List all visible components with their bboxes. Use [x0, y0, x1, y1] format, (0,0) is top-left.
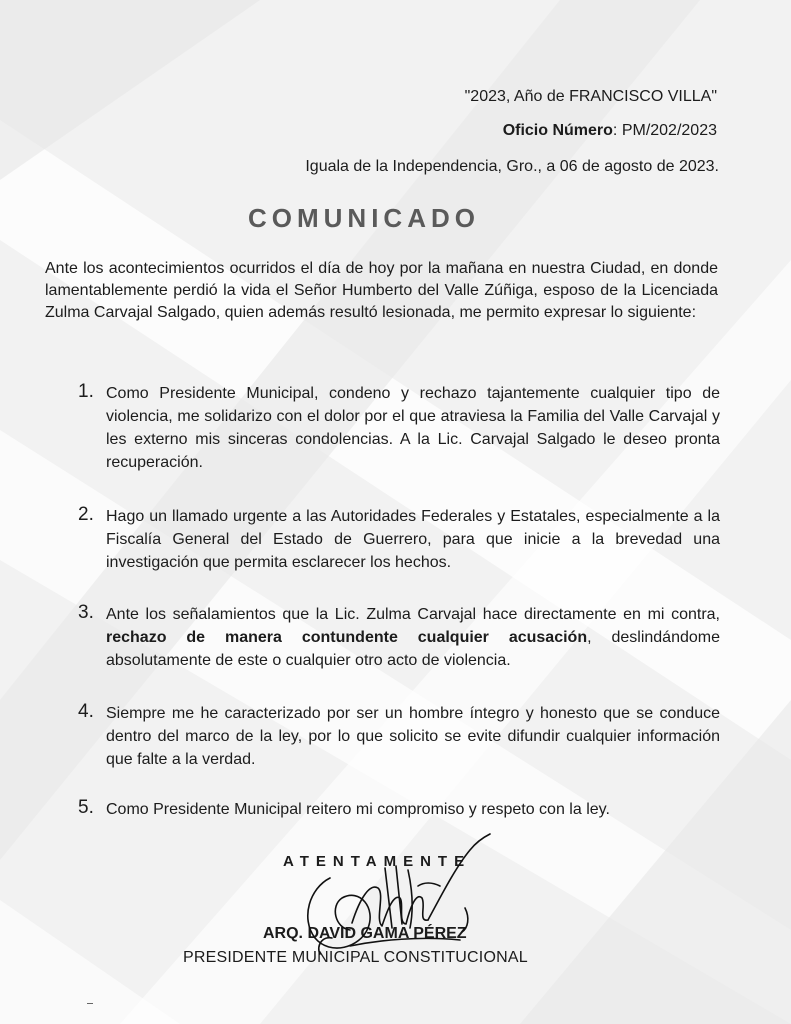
list-item-text-before: Ante los señalamientos que la Lic. Zulma Carvajal hace directamente en mi contra, [106, 606, 720, 623]
list-item-text [106, 603, 720, 672]
list-item-number: 4. [78, 701, 94, 722]
list-item [72, 382, 720, 474]
list-item [72, 702, 720, 771]
list-item [72, 798, 720, 821]
list-item-number: 3. [78, 602, 94, 623]
list-item-text: Siempre me he caracterizado por ser un hombre íntegro y honesto que se conduce dentro del marco de la ley, por lo que solicito se evite difundir cualquier información que falte a la verdad. [106, 705, 720, 768]
signer-title: PRESIDENTE MUNICIPAL CONSTITUCIONAL [183, 949, 528, 966]
list-item-text-after: , deslindándome absolutamente de este o cualquier otro acto de violencia. [106, 629, 720, 669]
signer-name: ARQ. DAVID GAMA PÉREZ [263, 925, 467, 942]
list-item-number: 5. [78, 797, 94, 818]
list-item [72, 603, 720, 672]
year-motto: "2023, Año de FRANCISCO VILLA" [464, 88, 717, 105]
oficio-separator: : [612, 122, 622, 139]
oficio-label: Oficio Número [502, 122, 613, 139]
list-item-number: 2. [78, 504, 94, 525]
list-item-text: Como Presidente Municipal reitero mi compromiso y respeto con la ley. [106, 801, 610, 818]
intro-paragraph: Ante los acontecimientos ocurridos el día de hoy por la mañana en nuestra Ciudad, en donde lamentablemente perdió la vida el Señor Humberto del Valle Zúñiga, esposo de la Licenciada Zulma Carvajal Salgado, quien además resultó lesionada, me permito expresar lo siguiente: [45, 260, 718, 321]
closing-atentamente: ATENTAMENTE [283, 853, 472, 870]
oficio-number [503, 121, 717, 141]
handwritten-signature [290, 828, 510, 968]
list-item-text: Como Presidente Municipal, condeno y rechazo tajantemente cualquier tipo de violencia, me solidarizo con el dolor por el que atraviesa la Familia del Valle Carvajal y les externo mis sinceras condolencias. A la Lic. Carvajal Salgado le deseo pronta recuperación. [106, 385, 720, 471]
list-item [72, 505, 720, 574]
list-item-text-bold: rechazo de manera contundente cualquier acusación [106, 629, 588, 646]
list-item-number: 1. [78, 381, 94, 402]
oficio-value: PM/202/2023 [621, 122, 717, 139]
list-item-text: Hago un llamado urgente a las Autoridades Federales y Estatales, especialmente a la Fiscalía General del Estado de Guerrero, para que inicie a la brevedad una investigación que permita esclarecer los hechos. [106, 508, 720, 571]
place-date: Iguala de la Independencia, Gro., a 06 de agosto de 2023. [305, 158, 719, 175]
footer-mark [87, 1003, 93, 1004]
document-title: COMUNICADO [248, 203, 480, 233]
